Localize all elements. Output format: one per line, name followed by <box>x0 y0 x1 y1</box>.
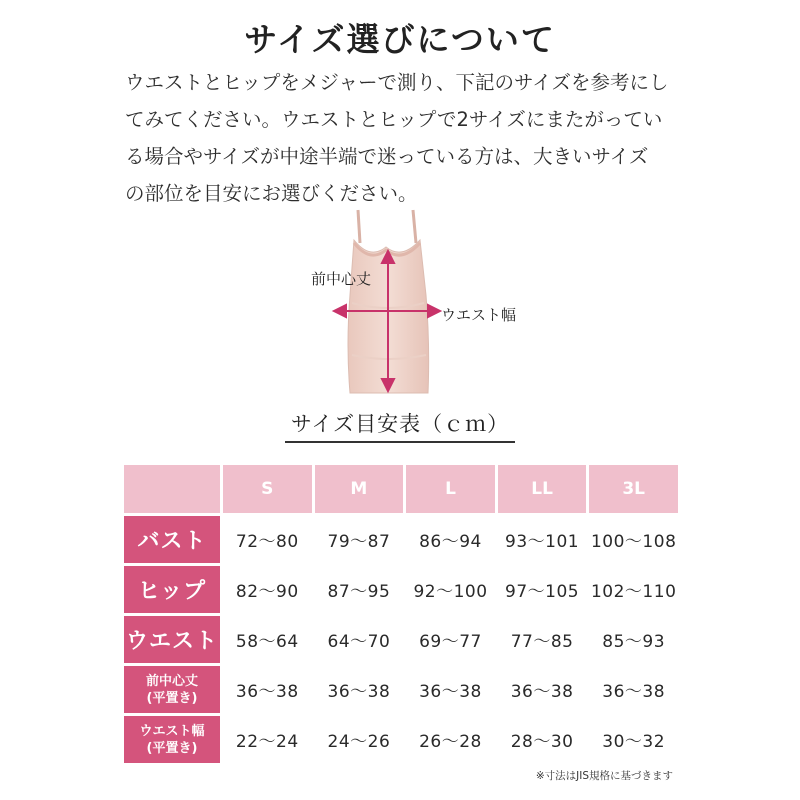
table-cell: 58〜64 <box>235 632 299 652</box>
table-cell: 36〜38 <box>602 682 666 702</box>
table-cell: 82〜90 <box>235 582 299 602</box>
table-cell: 30〜32 <box>602 732 666 752</box>
row-header-front-length <box>124 666 220 713</box>
intro-line: てみてください。ウエストとヒップで2サイズにまたがってい <box>125 108 663 131</box>
table-cell: 69〜77 <box>419 632 482 652</box>
table-row <box>124 716 678 763</box>
size-header: L <box>406 465 495 513</box>
table-cell: 87〜95 <box>327 582 391 602</box>
table-row <box>124 516 678 563</box>
intro-line: の部位を目安にお選びください。 <box>125 182 418 205</box>
table-cell: 100〜108 <box>590 532 677 552</box>
size-header: S <box>223 465 312 513</box>
size-header: LL <box>498 465 587 513</box>
table-cell: 26〜28 <box>419 732 482 752</box>
length-label: 前中心丈 <box>311 270 372 288</box>
table-cell: 77〜85 <box>510 632 574 652</box>
size-chart-table <box>121 462 681 766</box>
table-cell: 24〜26 <box>327 732 391 752</box>
row-header-label: 前中心丈 <box>145 673 198 689</box>
table-cell: 97〜105 <box>505 582 580 602</box>
table-row <box>124 666 678 713</box>
table-cell: 36〜38 <box>327 682 391 702</box>
size-table-title: サイズ目安表（ｃｍ） <box>285 408 515 443</box>
intro-line: る場合やサイズが中途半端で迷っている方は、大きいサイズ <box>125 145 649 168</box>
table-row <box>124 616 678 663</box>
table-cell: 93〜101 <box>505 532 580 552</box>
garment-measurement-diagram <box>300 205 500 400</box>
table-cell: 102〜110 <box>590 582 677 602</box>
row-header-waist-width <box>124 716 220 763</box>
intro-text <box>125 64 685 212</box>
size-header-row <box>124 465 678 513</box>
row-header-sub: (平置き) <box>146 690 198 706</box>
row-header-sub: (平置き) <box>146 740 198 756</box>
table-cell: 79〜87 <box>327 532 391 552</box>
header-corner <box>124 465 220 513</box>
table-cell: 92〜100 <box>413 582 488 602</box>
size-table-title-wrap <box>0 408 800 443</box>
waist-width-label: ウエスト幅 <box>441 306 517 324</box>
page-title: サイズ選びについて <box>244 20 556 59</box>
row-header-bust: バスト <box>124 516 220 563</box>
footnote: ※寸法はJIS規格に基づきます <box>535 770 673 782</box>
table-cell: 28〜30 <box>510 732 574 752</box>
table-row <box>124 566 678 613</box>
row-header-label: ウエスト幅 <box>139 723 205 739</box>
table-cell: 86〜94 <box>419 532 482 552</box>
size-header: M <box>315 465 404 513</box>
size-header: 3L <box>589 465 678 513</box>
table-cell: 72〜80 <box>235 532 299 552</box>
table-cell: 22〜24 <box>235 732 299 752</box>
row-header-hip: ヒップ <box>124 566 220 613</box>
table-cell: 36〜38 <box>235 682 299 702</box>
intro-line: ウエストとヒップをメジャーで測り、下記のサイズを参考にし <box>125 71 669 94</box>
table-cell: 85〜93 <box>602 632 666 652</box>
table-cell: 36〜38 <box>510 682 574 702</box>
row-header-waist: ウエスト <box>124 616 220 663</box>
table-cell: 64〜70 <box>327 632 391 652</box>
table-cell: 36〜38 <box>419 682 482 702</box>
